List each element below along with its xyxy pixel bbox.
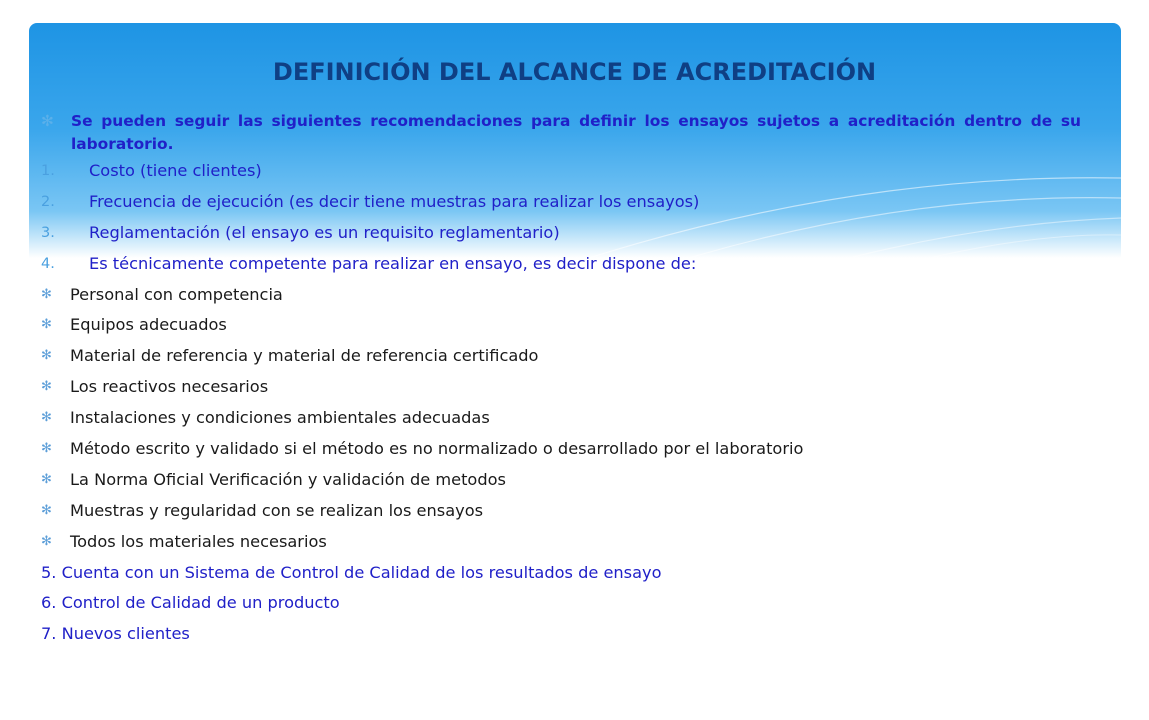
sub-item (41, 280, 1081, 311)
numbered-item-6: 6. Control de Calidad de un producto (41, 593, 340, 613)
asterisk-bullet-icon: ✻ (41, 533, 52, 549)
sub-item-text: Muestras y regularidad con se realizan los ensayos (70, 500, 484, 520)
asterisk-bullet-icon: ✻ (41, 441, 52, 457)
numbered-item (41, 156, 1081, 187)
numbered-item (41, 249, 1081, 280)
item-text: Frecuencia de ejecución (es decir tiene muestras para realizar los ensayos) (89, 191, 700, 211)
item-number: 4. (41, 255, 55, 272)
numbered-item-5: 5. Cuenta con un Sistema de Control de Calidad de los resultados de ensayo (41, 562, 662, 582)
sub-item-text: Instalaciones y condiciones ambientales adecuadas (70, 408, 490, 428)
item-number: 1. (41, 163, 55, 179)
sub-item (41, 465, 1081, 496)
sub-item-text: La Norma Oficial Verificación y validación de metodos (70, 469, 506, 489)
asterisk-bullet-icon: ✻ (41, 112, 54, 130)
slide-content (41, 110, 1081, 650)
numbered-item-7: 7. Nuevos clientes (41, 624, 190, 644)
asterisk-bullet-icon: ✻ (41, 502, 52, 518)
sub-item-text: Los reactivos necesarios (70, 377, 269, 397)
numbered-item (41, 187, 1081, 218)
slide-title: DEFINICIÓN DEL ALCANCE DE ACREDITACIÓN (272, 58, 877, 86)
intro-paragraph (41, 110, 1081, 156)
asterisk-bullet-icon: ✻ (41, 379, 52, 395)
item-text: Es técnicamente competente para realizar en ensayo, es decir dispone de: (89, 253, 697, 273)
sub-item (41, 372, 1081, 403)
item-number: 2. (41, 193, 55, 210)
asterisk-bullet-icon: ✻ (41, 348, 52, 364)
asterisk-bullet-icon: ✻ (41, 471, 52, 487)
asterisk-bullet-icon: ✻ (41, 286, 52, 302)
sub-item-text: Método escrito y validado si el método es no normalizado o desarrollado por el laboratorio (70, 439, 804, 459)
sub-item (41, 341, 1081, 372)
sub-item-text: Personal con competencia (70, 284, 283, 304)
asterisk-bullet-icon: ✻ (41, 410, 52, 426)
intro-text: Se pueden seguir las siguientes recomendaciones para definir los ensayos sujetos a acreditación dentro de su laboratorio. (71, 112, 1081, 153)
numbered-item (41, 218, 1081, 249)
sub-item (41, 310, 1081, 341)
sub-item (41, 403, 1081, 434)
item-number: 3. (41, 224, 55, 241)
asterisk-bullet-icon: ✻ (41, 317, 52, 333)
item-text: Costo (tiene clientes) (89, 161, 262, 180)
sub-item (41, 496, 1081, 527)
sub-item (41, 434, 1081, 465)
sub-item (41, 527, 1081, 558)
item-text: Reglamentación (el ensayo es un requisito reglamentario) (89, 222, 560, 242)
sub-item-text: Todos los materiales necesarios (70, 531, 327, 551)
sub-item-text: Equipos adecuados (70, 315, 227, 335)
sub-item-text: Material de referencia y material de referencia certificado (70, 346, 539, 366)
